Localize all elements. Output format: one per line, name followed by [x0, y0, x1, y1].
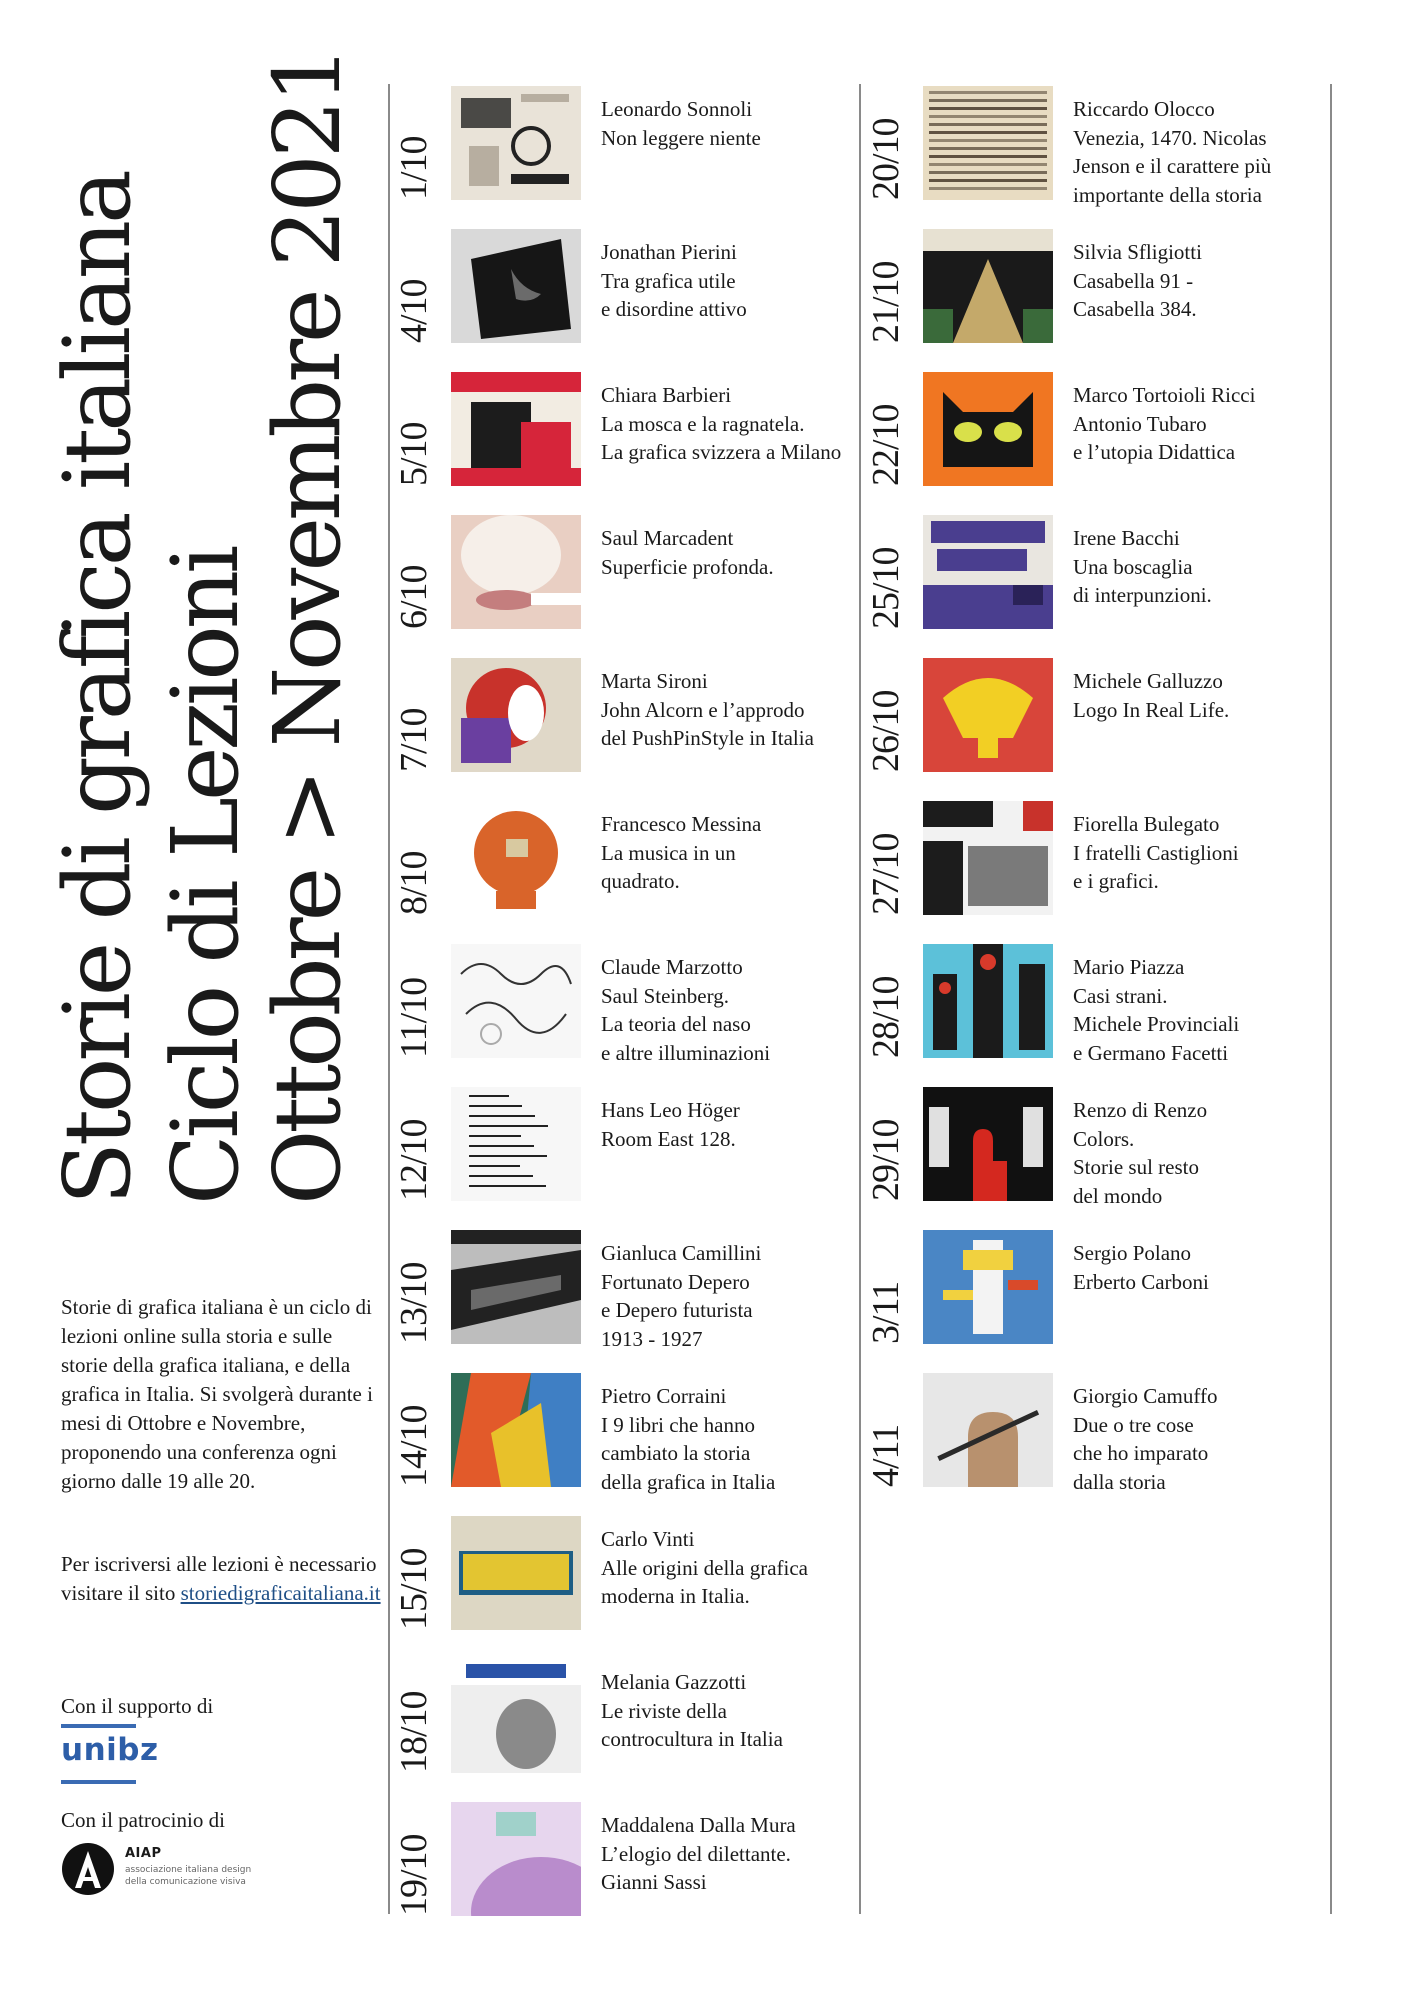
lesson-thumbnail: [923, 658, 1053, 772]
lesson-item: [865, 944, 1327, 1065]
lesson-description: [1073, 953, 1333, 1067]
lesson-description: [601, 381, 861, 467]
lesson-title-line: Venezia, 1470. Nicolas: [1073, 125, 1267, 150]
lesson-item: [867, 372, 1327, 489]
lesson-item: [395, 801, 855, 918]
lesson-description: [601, 238, 861, 324]
lesson-date: 15/10: [393, 1548, 435, 1630]
lesson-thumbnail: [923, 801, 1053, 915]
lesson-thumbnail: [923, 372, 1053, 486]
lesson-title-line: e l’utopia Didattica: [1073, 440, 1236, 464]
lesson-title-line: quadrato.: [601, 869, 680, 893]
lesson-thumbnail: [451, 86, 581, 200]
lesson-item: [395, 1516, 855, 1633]
lesson-title-line: Antonio Tubaro: [1073, 411, 1207, 436]
aiap-logo: [61, 1842, 281, 1898]
lesson-title-line: Gianni Sassi: [601, 1870, 707, 1894]
lesson-description: [1073, 524, 1333, 610]
lesson-title-line: e disordine attivo: [601, 297, 747, 321]
lesson-title-line: Storie sul resto: [1073, 1155, 1199, 1179]
lesson-date: 5/10: [393, 422, 435, 486]
lesson-description: [601, 1239, 861, 1353]
title-line-3: Ottobre > Novembre 2021: [254, 49, 361, 1205]
lesson-date: 21/10: [865, 261, 907, 343]
lesson-speaker: Irene Bacchi: [1073, 526, 1180, 550]
lesson-title-line: importante della storia: [1073, 182, 1262, 207]
lesson-title-line: I fratelli Castiglioni: [1073, 840, 1239, 865]
lesson-item: [867, 801, 1327, 918]
lesson-description: [601, 1668, 861, 1754]
unibz-logo: [61, 1724, 159, 1784]
lesson-thumbnail: [451, 658, 581, 772]
lesson-date: 26/10: [865, 690, 907, 772]
lesson-title-line: La musica in un: [601, 840, 736, 865]
lesson-date: 22/10: [865, 404, 907, 486]
lesson-speaker: Mario Piazza: [1073, 955, 1185, 979]
lesson-speaker: Maddalena Dalla Mura: [601, 1813, 796, 1837]
lesson-title-line: del mondo: [1073, 1183, 1163, 1208]
lesson-thumbnail: [923, 515, 1053, 629]
lesson-thumbnail: [923, 1087, 1053, 1201]
lesson-item: [867, 1230, 1327, 1347]
lesson-title-line: Fortunato Depero: [601, 1269, 750, 1294]
lesson-description: [601, 667, 861, 753]
lesson-title-line: La grafica svizzera a Milano: [601, 440, 842, 464]
lesson-title-line: Due o tre cose: [1073, 1412, 1194, 1437]
lesson-speaker: Leonardo Sonnoli: [601, 97, 753, 121]
lesson-item: [393, 944, 855, 1065]
lesson-speaker: Gianluca Camillini: [601, 1241, 762, 1265]
lesson-description: [601, 1382, 861, 1496]
lesson-thumbnail: [923, 1230, 1053, 1344]
lesson-speaker: Michele Galluzzo: [1073, 669, 1223, 693]
lesson-title-line: Room East 128.: [601, 1126, 736, 1151]
aiap-a-icon: [61, 1842, 115, 1896]
lesson-speaker: Fiorella Bulegato: [1073, 812, 1220, 836]
lesson-title-line: Non leggere niente: [601, 125, 761, 150]
lesson-description: [1073, 810, 1333, 896]
lesson-item: [395, 515, 855, 632]
lesson-item: [395, 658, 855, 775]
lesson-title-line: Jenson e il carattere più: [1073, 154, 1272, 178]
lesson-description: [1073, 1096, 1333, 1210]
lesson-speaker: Marta Sironi: [601, 669, 708, 693]
lesson-thumbnail: [451, 801, 581, 915]
lesson-title-line: controcultura in Italia: [601, 1727, 783, 1751]
lesson-date: 4/10: [393, 279, 435, 343]
lesson-title-line: L’elogio del dilettante.: [601, 1841, 791, 1866]
lesson-title-line: Tra grafica utile: [601, 268, 736, 293]
lesson-title-line: del PushPinStyle in Italia: [601, 726, 814, 750]
lesson-description: [601, 1811, 861, 1897]
lesson-description: [1073, 1239, 1333, 1296]
lesson-description: [1073, 381, 1333, 467]
lesson-title-line: cambiato la storia: [601, 1441, 751, 1465]
lesson-item: [395, 1659, 855, 1776]
lesson-item: [395, 86, 855, 203]
lesson-thumbnail: [451, 1659, 581, 1773]
lesson-thumbnail: [451, 515, 581, 629]
lesson-description: [1073, 667, 1333, 724]
aiap-description-line-1: associazione italiana design: [125, 1865, 252, 1875]
lesson-title-line: Logo In Real Life.: [1073, 697, 1230, 722]
lesson-title-line: che ho imparato: [1073, 1441, 1209, 1465]
lesson-thumbnail: [923, 86, 1053, 200]
lesson-date: 8/10: [393, 851, 435, 915]
lesson-speaker: Giorgio Camuffo: [1073, 1384, 1218, 1408]
lesson-speaker: Francesco Messina: [601, 812, 762, 836]
lesson-description: [1073, 1382, 1333, 1496]
lesson-thumbnail: [451, 1230, 581, 1344]
lesson-date: 3/11: [865, 1281, 907, 1344]
lesson-title-line: e Depero futurista: [601, 1298, 753, 1322]
title-line-2: Ciclo di Lezioni: [152, 548, 259, 1205]
lesson-title-line: Superficie profonda.: [601, 554, 774, 579]
lesson-title-line: Saul Steinberg.: [601, 983, 729, 1008]
patronage-label: Con il patrocinio di: [61, 1808, 225, 1832]
lesson-date: 29/10: [865, 1119, 907, 1201]
lesson-title-line: Alle origini della grafica: [601, 1555, 808, 1580]
aiap-description-line-2: della comunicazione visiva: [125, 1877, 246, 1887]
lesson-item: [867, 515, 1327, 632]
lesson-speaker: Carlo Vinti: [601, 1527, 695, 1551]
lesson-title-line: Casabella 91 -: [1073, 268, 1194, 293]
lesson-description: [601, 1525, 861, 1611]
lesson-speaker: Marco Tortoioli Ricci: [1073, 383, 1256, 407]
lesson-date: 18/10: [393, 1691, 435, 1773]
unibz-logo-bar-bottom: [61, 1780, 136, 1784]
lesson-item: [867, 229, 1327, 346]
lesson-speaker: Saul Marcadent: [601, 526, 734, 550]
aiap-name: AIAP: [125, 1846, 162, 1861]
unibz-logo-text: unibz: [61, 1732, 159, 1768]
lesson-title-line: Colors.: [1073, 1126, 1135, 1151]
lesson-date: 6/10: [393, 565, 435, 629]
unibz-logo-bar-top: [61, 1724, 136, 1728]
lesson-title-line: Le riviste della: [601, 1698, 727, 1723]
lesson-speaker: Riccardo Olocco: [1073, 97, 1215, 121]
lesson-thumbnail: [923, 1373, 1053, 1487]
support-label: Con il supporto di: [61, 1694, 214, 1718]
lesson-title-line: Casi strani.: [1073, 983, 1168, 1008]
lesson-item: [395, 1802, 855, 1919]
lesson-speaker: Jonathan Pierini: [601, 240, 737, 264]
lesson-speaker: Pietro Corraini: [601, 1384, 727, 1408]
lesson-thumbnail: [451, 1516, 581, 1630]
lesson-thumbnail: [923, 229, 1053, 343]
lesson-description: [1073, 238, 1333, 324]
lesson-title-line: 1913 - 1927: [601, 1326, 703, 1351]
website-link[interactable]: storiedigraficaitaliana.it: [180, 1581, 381, 1605]
lesson-description: [601, 810, 861, 896]
lesson-description: [601, 1096, 861, 1153]
lesson-title-line: Erberto Carboni: [1073, 1269, 1209, 1294]
lesson-item: [395, 229, 855, 346]
lesson-date: 11/10: [393, 977, 435, 1058]
lesson-date: 7/10: [393, 708, 435, 772]
lesson-thumbnail: [451, 1802, 581, 1916]
lesson-thumbnail: [451, 372, 581, 486]
signup-text: Per iscriversi alle lezioni è necessario visitare il sito: [61, 1552, 377, 1605]
lesson-date: 20/10: [865, 118, 907, 200]
lesson-title-line: Una boscaglia: [1073, 554, 1193, 579]
lesson-item: [865, 1373, 1327, 1494]
lesson-item: [395, 1087, 855, 1204]
lesson-date: 27/10: [865, 833, 907, 915]
lesson-title-line: La teoria del naso: [601, 1012, 751, 1036]
lesson-thumbnail: [451, 1087, 581, 1201]
lesson-thumbnail: [451, 944, 581, 1058]
lesson-description: [601, 953, 861, 1067]
lesson-date: 25/10: [865, 547, 907, 629]
lesson-title-line: e Germano Facetti: [1073, 1040, 1229, 1065]
lesson-description: [1073, 95, 1333, 209]
lesson-title-line: di interpunzioni.: [1073, 583, 1212, 607]
signup-paragraph: [61, 1550, 381, 1608]
lesson-title-line: e i grafici.: [1073, 869, 1159, 893]
title-line-1: Storie di grafica italiana: [44, 173, 151, 1205]
lesson-item: [393, 1230, 855, 1351]
lesson-date: 13/10: [393, 1262, 435, 1344]
lesson-description: [601, 95, 861, 152]
lesson-thumbnail: [451, 229, 581, 343]
lesson-speaker: Claude Marzotto: [601, 955, 743, 979]
lesson-title-line: John Alcorn e l’approdo: [601, 697, 805, 722]
lesson-title-line: La mosca e la ragnatela.: [601, 411, 805, 436]
lesson-title-line: moderna in Italia.: [601, 1584, 750, 1608]
lesson-date: 12/10: [393, 1119, 435, 1201]
lesson-speaker: Hans Leo Höger: [601, 1098, 740, 1122]
lesson-item: [865, 86, 1327, 207]
lesson-title-line: Casabella 384.: [1073, 297, 1197, 321]
lesson-description: [601, 524, 861, 581]
lesson-title-line: e altre illuminazioni: [601, 1040, 771, 1065]
lesson-title-line: I 9 libri che hanno: [601, 1412, 755, 1437]
lesson-speaker: Melania Gazzotti: [601, 1670, 747, 1694]
intro-paragraph: Storie di grafica italiana è un ciclo di lezioni online sulla storia e sulle storie della grafica italiana, e della grafica in Italia. Si svolgerà durante i mesi di Ottobre e Novembre, proponendo una conferenza ogni giorno dalle 19 alle 20.: [61, 1295, 373, 1493]
lesson-title-line: della grafica in Italia: [601, 1469, 776, 1494]
lesson-date: 4/11: [865, 1424, 907, 1487]
lesson-date: 28/10: [865, 976, 907, 1058]
lesson-speaker: Sergio Polano: [1073, 1241, 1192, 1265]
column-divider-left: [388, 84, 390, 1914]
lesson-thumbnail: [923, 944, 1053, 1058]
lesson-item: [393, 1373, 855, 1494]
lesson-date: 1/10: [393, 136, 435, 200]
lesson-item: [395, 372, 855, 489]
lesson-speaker: Renzo di Renzo: [1073, 1098, 1208, 1122]
lesson-thumbnail: [451, 1373, 581, 1487]
lesson-speaker: Chiara Barbieri: [601, 383, 732, 407]
lesson-item: [867, 658, 1327, 775]
lesson-date: 19/10: [393, 1834, 435, 1916]
lesson-title-line: Michele Provinciali: [1073, 1012, 1240, 1036]
lesson-speaker: Silvia Sfligiotti: [1073, 240, 1202, 264]
lesson-title-line: dalla storia: [1073, 1469, 1166, 1494]
lesson-item: [865, 1087, 1327, 1208]
lesson-date: 14/10: [393, 1405, 435, 1487]
